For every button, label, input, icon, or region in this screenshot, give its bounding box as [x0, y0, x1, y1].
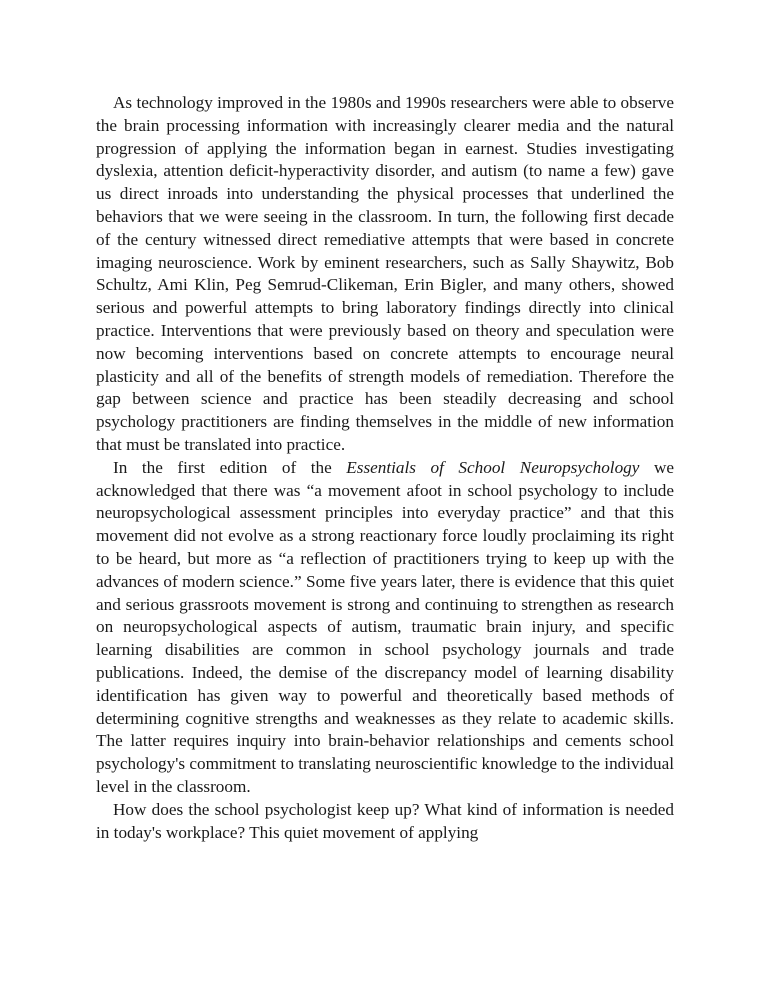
paragraph-2-lead: In the first edition of the	[113, 457, 347, 477]
document-body	[96, 92, 674, 844]
book-title: Essentials of School Neuropsychology	[346, 457, 640, 477]
paragraph-2-body: we acknowledged that there was “a movement afoot in school psychology to include neuropsychological assessment principles into everyday practice” and that this movement did not evolve as a strong reactionary force loudly proclaiming its right to be heard, but more as “a reflection of practitioners trying to keep up with the advances of modern science.” Some five years later, there is evidence that this quiet and serious grassroots movement is strong and continuing to strengthen as research on neuropsychological aspects of autism, traumatic brain injury, and specific learning disabilities are common in school psychology journals and trade publications. Indeed, the demise of the discrepancy model of learning disability identification has given way to powerful and theoretically based methods of determining cognitive strengths and weaknesses as they relate to academic skills. The latter requires inquiry into brain-behavior relationships and cements school psychology's commitment to translating neuroscientific knowledge to the individual level in the classroom.	[96, 457, 674, 796]
paragraph-1: As technology improved in the 1980s and 1990s researchers were able to observe the brain processing information with increasingly clearer media and the natural progression of applying the information began in earnest. Studies investigating dyslexia, attention deficit-hyperactivity disorder, and autism (to name a few) gave us direct inroads into understanding the physical processes that underlined the behaviors that we were seeing in the classroom. In turn, the following first decade of the century witnessed direct remediative attempts that were based in concrete imaging neuroscience. Work by eminent researchers, such as Sally Shaywitz, Bob Schultz, Ami Klin, Peg Semrud-Clikeman, Erin Bigler, and many others, showed serious and powerful attempts to bring laboratory findings directly into clinical practice. Interventions that were previously based on theory and speculation were now becoming interventions based on concrete attempts to encourage neural plasticity and all of the benefits of strength models of remediation. Therefore the gap between science and practice has been steadily decreasing and school psychology practitioners are finding themselves in the middle of new information that must be translated into practice.	[96, 93, 674, 454]
paragraph-3: How does the school psychologist keep up? What kind of information is needed in today's workplace? This quiet movement of applying	[96, 799, 674, 842]
paragraph-2	[96, 457, 674, 799]
